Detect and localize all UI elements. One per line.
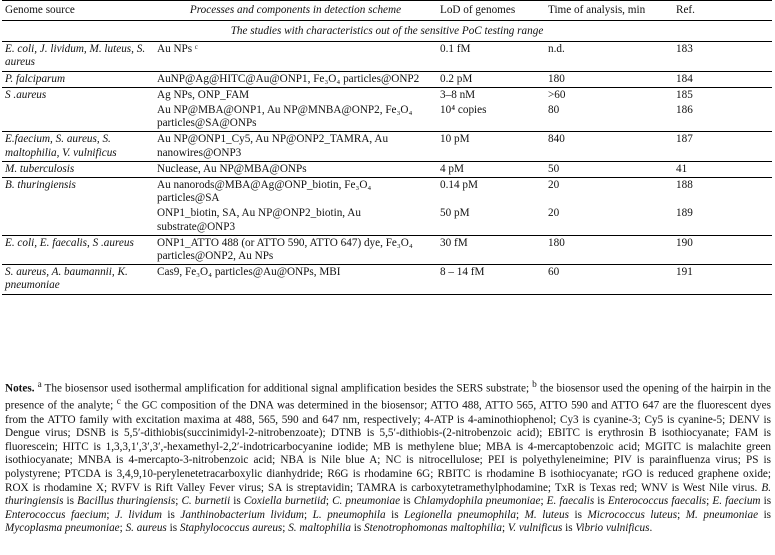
- species-abbr: C. burnetii: [181, 495, 231, 508]
- species-full-name: Enterococcus faecalis: [607, 495, 707, 508]
- notes-label: Notes.: [5, 382, 35, 395]
- genome-source-cell: M. tuberculosis: [5, 162, 75, 175]
- lod-cell: 0.1 fM: [440, 43, 471, 56]
- ref-cell: 188: [676, 179, 693, 192]
- genome-detection-table: [2, 0, 772, 295]
- time-cell: 840: [548, 133, 565, 146]
- table-row: [2, 42, 772, 71]
- genome-source-cell: E. coli, E. faecalis, S .aureus: [5, 236, 134, 249]
- ref-cell: 191: [676, 266, 693, 279]
- ref-cell: 190: [676, 236, 693, 249]
- table-row: [2, 161, 772, 177]
- lod-cell: 50 pM: [440, 207, 470, 220]
- species-full-name: Staphylococcus aureus: [179, 522, 283, 535]
- table-row: [2, 265, 772, 294]
- table-row: [2, 235, 772, 264]
- species-abbr: C. pneumoniae: [332, 495, 401, 508]
- lod-cell: 8 – 14 fM: [440, 266, 485, 279]
- process-cell: Au NP@ONP1_Cy5, Au NP@ONP2_TAMRA, Au nanowires@ONP3: [157, 133, 389, 159]
- genome-source-cell: S. aureus, A. baumannii, K. pneumoniae: [5, 266, 128, 292]
- species-abbr: S. maltophilia: [288, 522, 351, 535]
- header-genome-source: Genome source: [5, 3, 75, 16]
- lod-cell: 10 pM: [440, 133, 470, 146]
- process-cell: Nuclease, Au NP@MBA@ONPs: [157, 162, 307, 175]
- species-abbr: V. vulnificus: [507, 522, 563, 535]
- process-cell: ONP1_ATTO 488 (or ATTO 590, ATTO 647) dye, Fe₃O₄ particles@ONP2, Au NPs: [157, 236, 413, 263]
- species-abbreviations: B. thuringiensis is Bacillus thuringiensis; C. burnetii is Coxiella burnetiid; C. pneumoniae is Chlamydophila pneumoniae; E. faecalis is Enterococcus faecalis; E. faecium is Enterococcus faecium; J. lividum is Janthinobacterium lividum; L. pneumophila is Legionella pneumophila; M. luteus is Micrococcus luteus; M. pneumoniae is Mycoplasma pneumoniae; S. aureus is Staphylococcus aureus; S. maltophilia is Stenotrophomonas maltophilia; V. vulnificus is Vibrio vulnificus.: [5, 481, 772, 535]
- ref-cell: 187: [676, 133, 693, 146]
- time-cell: n.d.: [548, 43, 565, 56]
- genome-source-cell: E.faecium, S. aureus, S. maltophilia, V. vulnificus: [5, 133, 117, 159]
- footnote-mark-c: c: [116, 397, 121, 408]
- header-lod: LoD of genomes: [440, 3, 516, 16]
- ref-cell: 41: [676, 162, 688, 175]
- genome-source-cell: S .aureus: [5, 88, 47, 101]
- footnote-mark-b: b: [532, 380, 537, 390]
- lod-cell: 0.2 pM: [440, 72, 473, 85]
- species-full-name: Vibrio vulnificus: [575, 522, 650, 535]
- species-abbr: J. lividum: [115, 508, 162, 521]
- species-full-name: Mycoplasma pneumoniae: [5, 522, 120, 535]
- header-ref: Ref.: [676, 3, 695, 16]
- species-full-name: Stenotrophomonas maltophilia: [364, 522, 502, 535]
- species-full-name: Coxiella burnetiid: [243, 495, 326, 508]
- time-cell: >60: [548, 88, 566, 101]
- table-header-row: [2, 1, 772, 21]
- time-cell: 80: [548, 104, 560, 117]
- table-section-banner: [2, 21, 772, 42]
- section-title: The studies with characteristics out of the sensitive PoC testing range: [230, 25, 544, 37]
- lod-cell: 10⁴ copies: [440, 104, 487, 117]
- genome-source-cell: [2, 206, 154, 235]
- time-cell: 50: [548, 162, 560, 175]
- species-full-name: Janthinobacterium lividum: [180, 508, 305, 521]
- process-cell: Ag NPs, ONP_FAM: [157, 88, 250, 101]
- species-abbr: M. pneumoniae: [685, 508, 759, 521]
- process-cell: Cas9, Fe₃O₄ particles@Au@ONPs, MBI: [157, 266, 341, 279]
- process-cell: Au NP@MBA@ONP1, Au NP@MNBA@ONP2, Fe₃O₄ particles@SA@ONPs: [157, 104, 413, 130]
- time-cell: 20: [548, 179, 560, 192]
- ref-cell: 189: [676, 207, 693, 220]
- species-full-name: Micrococcus luteus: [587, 508, 678, 521]
- ref-cell: 186: [676, 104, 693, 117]
- time-cell: 180: [548, 72, 565, 85]
- species-abbr: E. faecium: [712, 495, 761, 508]
- header-processes: Processes and components in detection scheme: [189, 3, 402, 16]
- species-abbr: M. luteus: [524, 508, 569, 521]
- lod-cell: 4 pM: [440, 162, 464, 175]
- table-row: [2, 71, 772, 87]
- species-abbr: L. pneumophila: [312, 508, 386, 521]
- species-abbr: E. faecalis: [546, 495, 595, 508]
- table-row: [2, 87, 772, 103]
- species-full-name: Enterococcus faecium: [5, 508, 107, 521]
- genome-source-cell: E. coli, J. lividum, M. luteus, S. aureus: [5, 43, 146, 69]
- time-cell: 180: [548, 236, 565, 249]
- time-cell: 20: [548, 207, 560, 220]
- time-cell: 60: [548, 266, 560, 279]
- table-row: [2, 132, 772, 161]
- genome-source-cell: P. falciparum: [5, 72, 66, 85]
- ref-cell: 183: [676, 43, 693, 56]
- species-full-name: Chlamydophila pneumoniae: [413, 495, 541, 508]
- process-cell: Au NPs ᶜ: [157, 43, 198, 56]
- table-row: [2, 206, 772, 235]
- footnote-mark-a: a: [37, 380, 42, 390]
- header-time: Time of analysis, min: [548, 3, 646, 16]
- species-full-name: Bacillus thuringiensis: [77, 495, 176, 508]
- genome-source-cell: B. thuringiensis: [5, 179, 76, 192]
- species-full-name: Legionella pneumophila: [404, 508, 516, 521]
- table-row: [2, 103, 772, 132]
- genome-source-cell: [2, 103, 154, 132]
- footnote-c-text: the GC composition of the DNA was determined in the biosensor; ATTO 488, ATTO 565, ATTO 590 and ATTO 647 are the fluorescent dyes from the ATTO family with excitation maxima at 488, 565, 590 and 647 nm, respectively; 4-ATP is 4-aminothiophenol; Cy3 is cyanine-3; Cy5 is cyanine-5; DENV is Dengue virus; DSNB is 5,5′-dithiobis(succinimidyl-2-nitrobenzoate); DTNB is 5,5′-dithiobis-(2-nitrobenzoic acid); EBITC is erythrosin B isothiocyanate; FAM is fluorescein; HITC is 1,3,3,1′,3′,3′,-hexamethyl-2,2′-indotricarbocyanine iodide; MB is methylene blue; MBA is 4-mercaptobenzoic acid; MGITC is malachite green isothiocyanate; MNBA is 4-mercapto-3-nitrobenzoic acid; NBA is Nile blue A; NC is nitrocellulose; PEI is polyethyleneimine; PIV is parainfluenza virus; PS is polystyrene; PTCDA is 3,4,9,10-perylenetetracarboxylic dianhydride; R6G is rhodamine 6G; RBITC is rhodamine B isothiocyanate; rGO is reduced graphene oxide; ROX is rhodamine X; RVFV is Rift Valley Fever virus; SA is streptavidin; TAMRA is carboxytetramethylphodamine; TxR is Texas red; WNV is West Nile virus.: [5, 400, 771, 494]
- ref-cell: 185: [676, 88, 693, 101]
- lod-cell: 0.14 pM: [440, 179, 478, 192]
- footnote-a-text: The biosensor used isothermal amplification for additional signal amplification besides the SERS substrate;: [41, 382, 533, 395]
- lod-cell: 3–8 nM: [440, 88, 476, 101]
- table-row: [2, 178, 772, 207]
- lod-cell: 30 fM: [440, 236, 468, 249]
- species-abbr: B. thuringiensis: [5, 481, 771, 508]
- footnote-b-text: the biosensor used the opening of the hairpin in the presence of the analyte;: [5, 382, 772, 413]
- table-notes: [5, 379, 771, 536]
- process-cell: ONP1_biotin, SA, Au NP@ONP2_biotin, Au substrate@ONP3: [157, 207, 361, 233]
- process-cell: AuNP@Ag@HITC@Au@ONP1, Fe₃O₄ particles@ONP2: [157, 72, 420, 85]
- ref-cell: 184: [676, 72, 693, 85]
- process-cell: Au nanorods@MBA@Ag@ONP_biotin, Fe₃O₄ particles@SA: [157, 179, 372, 205]
- species-abbr: S. aureus: [125, 522, 167, 535]
